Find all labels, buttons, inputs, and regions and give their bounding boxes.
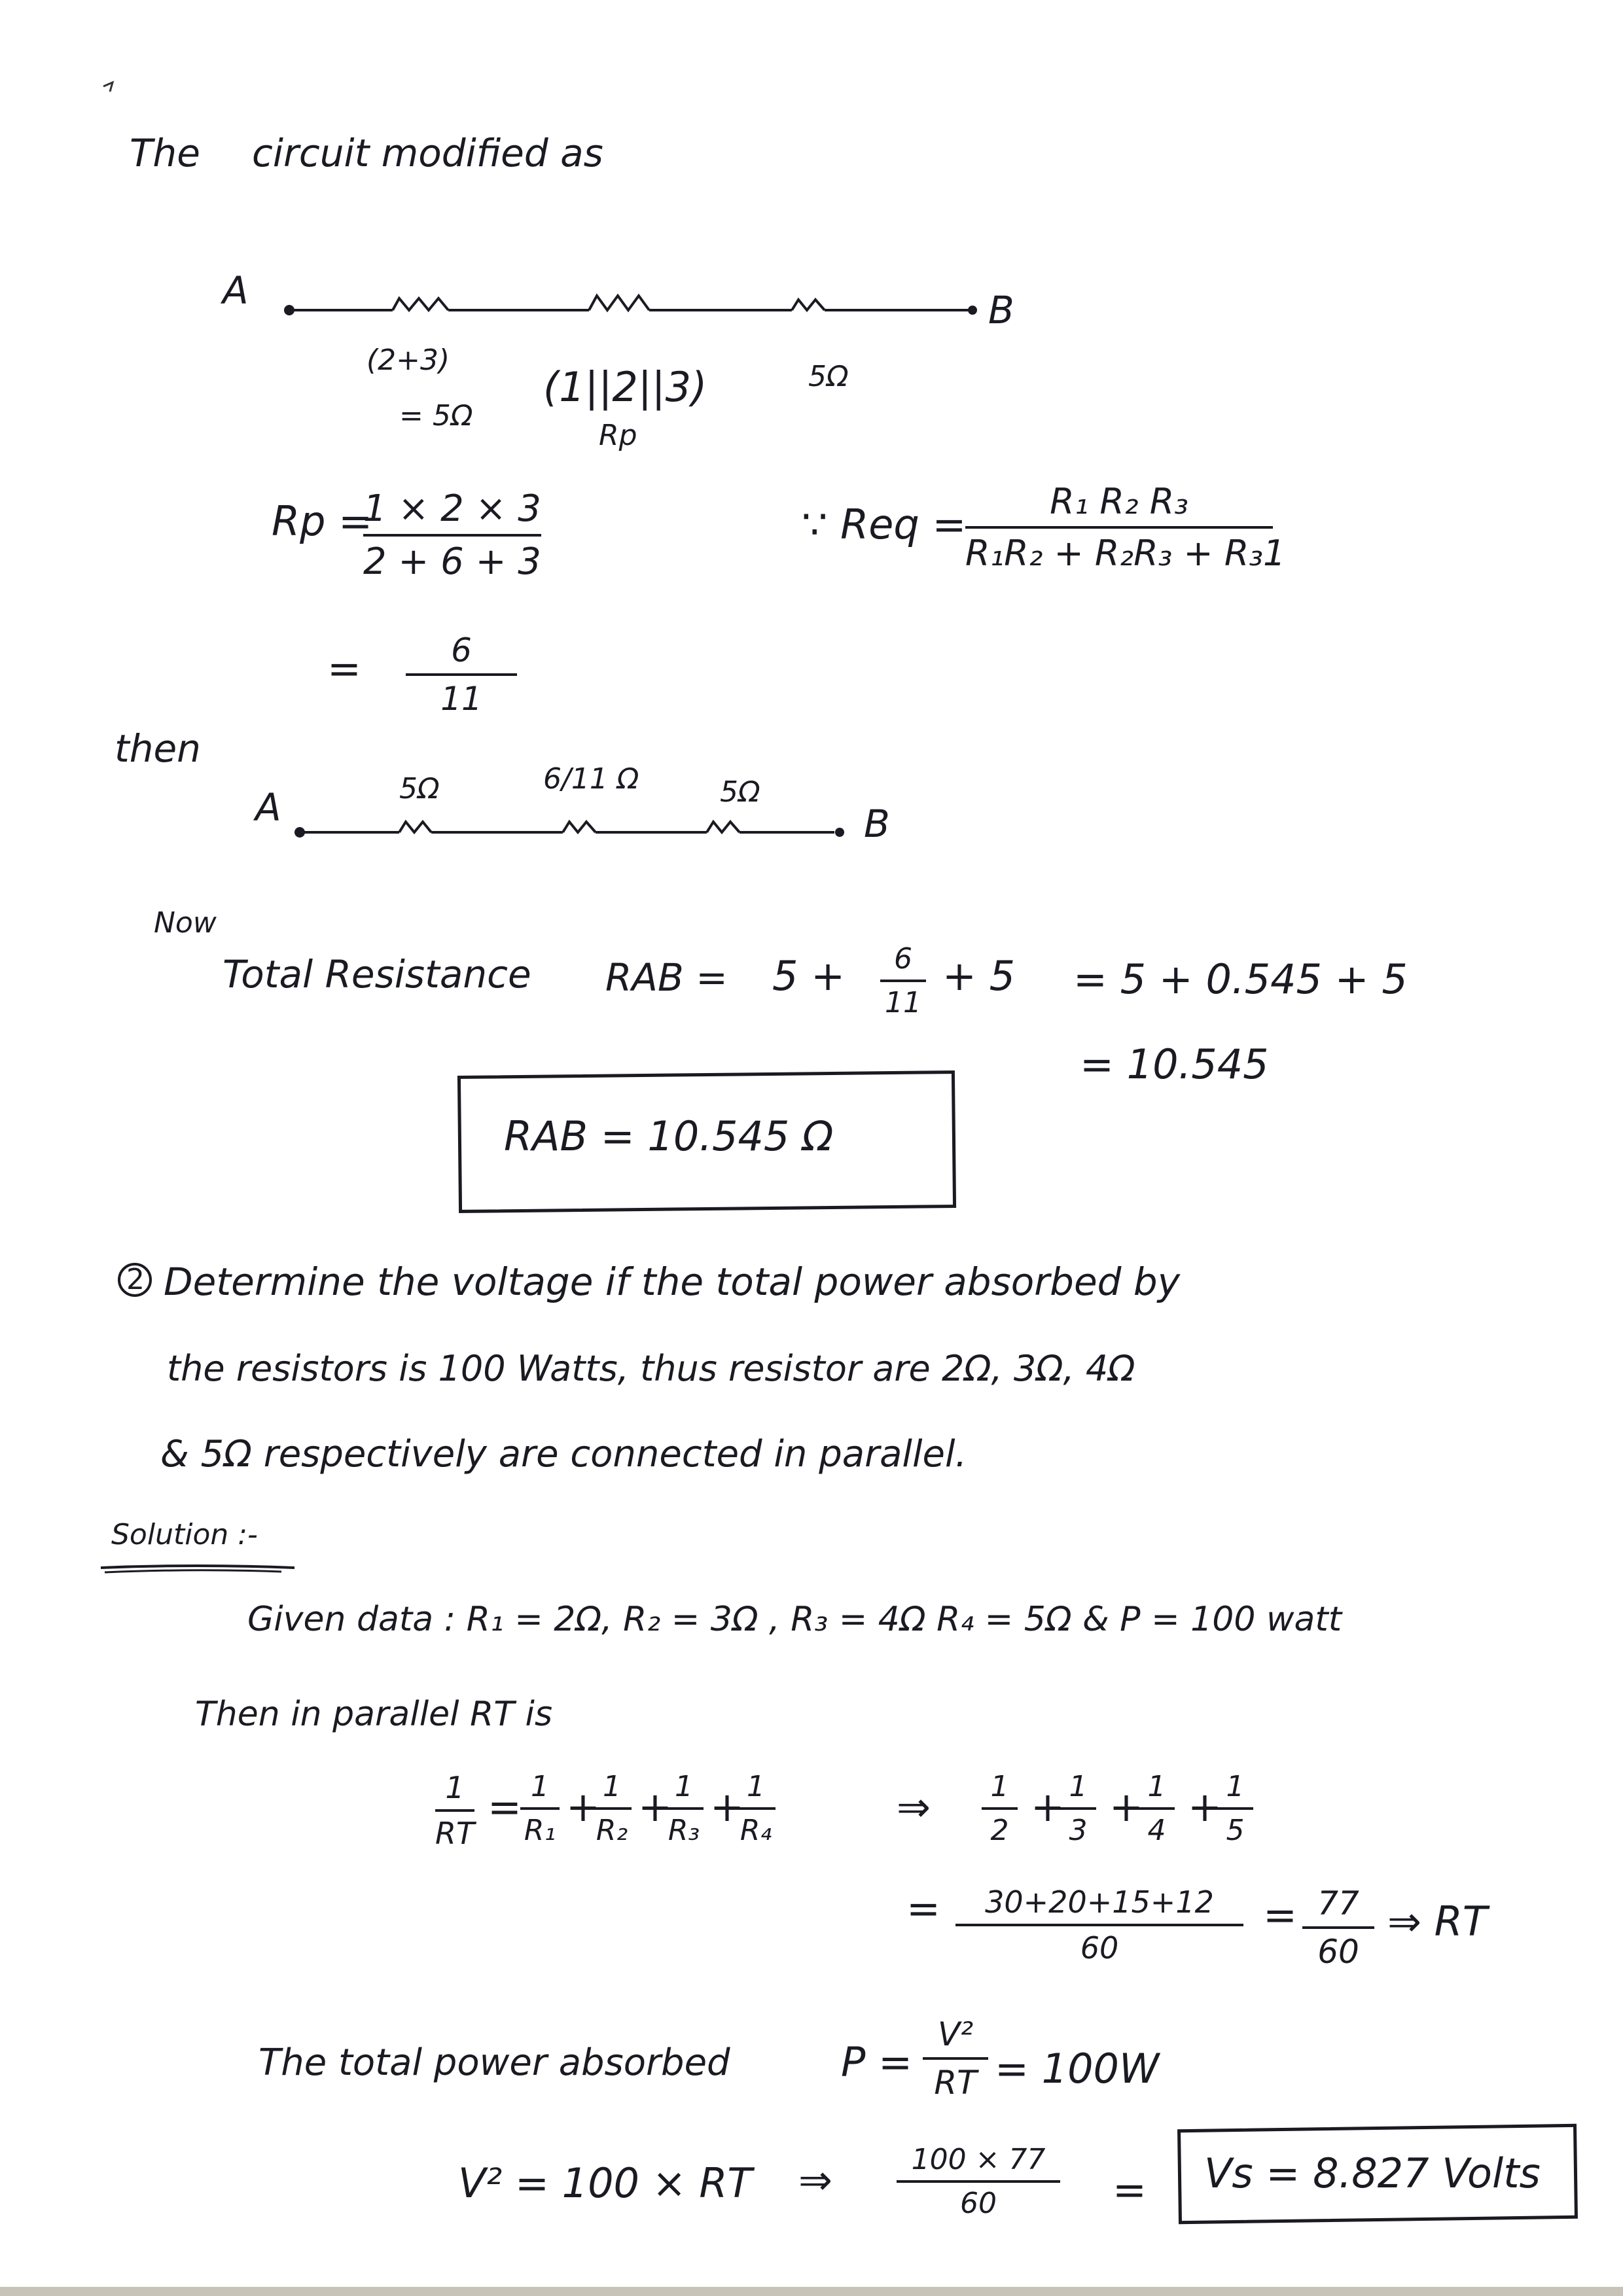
question2-line1: Determine the voltage if the total power absorbed by xyxy=(164,1260,1181,1304)
v2-numerator: 100 × 77 xyxy=(911,2143,1046,2176)
circuit2-resistor-3 xyxy=(707,822,740,832)
total-resistance-label: Total Resistance xyxy=(223,952,531,997)
circuit2-node-a-label: A xyxy=(255,785,281,830)
power-rhs: = 100W xyxy=(995,2045,1160,2093)
rab-rhs2: = 10.545 xyxy=(1080,1040,1269,1088)
num-term-1-bar xyxy=(982,1807,1018,1810)
rab-result: RAB = 10.545 Ω xyxy=(504,1112,834,1160)
rt-lhs-fraction xyxy=(435,1770,474,1851)
rab-frac-bar xyxy=(880,980,926,982)
rab-rhs1: = 5 + 0.545 + 5 xyxy=(1073,955,1408,1003)
circuit2-r3-value: 5Ω xyxy=(720,775,760,809)
rt-term-1-denominator: R₁ xyxy=(524,1814,556,1847)
given-data: Given data : R₁ = 2Ω, R₂ = 3Ω , R₃ = 4Ω R₄ = 5Ω & P = 100 watt xyxy=(247,1600,1342,1639)
rab-part2: + 5 xyxy=(942,952,1016,1000)
rab-frac-denominator: 11 xyxy=(885,986,921,1019)
num-term-3-bar xyxy=(1139,1807,1175,1810)
num-term-1-denominator: 2 xyxy=(990,1814,1009,1847)
circuit1-r1-label: (2+3) xyxy=(366,344,450,377)
rt-term-4-numerator: 1 xyxy=(747,1770,765,1803)
rt-term-1 xyxy=(520,1770,560,1847)
rp-fraction-bar xyxy=(363,534,541,537)
rt-term-2-bar xyxy=(592,1807,632,1810)
num-term-1-numerator: 1 xyxy=(990,1770,1009,1803)
num-term-2 xyxy=(1060,1770,1096,1847)
rt-term-4-bar xyxy=(736,1807,776,1810)
rt-term-1-numerator: 1 xyxy=(531,1770,549,1803)
circuit2-r1-value: 5Ω xyxy=(399,772,440,805)
power-denominator: RT xyxy=(934,2064,977,2102)
rt-plus-1: + xyxy=(566,1783,600,1831)
circuit2-diagram xyxy=(288,811,864,851)
circuit1-r1-value: = 5Ω xyxy=(399,399,473,433)
req-lhs: ∵ Req = xyxy=(802,501,967,548)
rt-lhs-denominator: RT xyxy=(435,1816,475,1851)
num-term-2-numerator: 1 xyxy=(1069,1770,1088,1803)
req-fraction xyxy=(965,481,1286,574)
intro-text: circuit modified as xyxy=(252,131,603,175)
rp-result-denominator: 11 xyxy=(440,680,482,718)
circuit1-node-b xyxy=(968,306,977,315)
intro-the: The xyxy=(130,131,200,175)
circuit2-node-b xyxy=(835,828,844,837)
v2-bar xyxy=(897,2180,1060,2183)
num-plus-2: + xyxy=(1109,1783,1143,1831)
req-denominator: R₁R₂ + R₂R₃ + R₃1 xyxy=(965,533,1286,574)
sum-fraction xyxy=(955,1884,1243,1966)
rt-term-2 xyxy=(592,1770,632,1847)
rp-fraction xyxy=(363,487,541,583)
req-fraction-bar xyxy=(965,526,1273,529)
result-bar xyxy=(1302,1926,1374,1929)
rt-term-3 xyxy=(664,1770,704,1847)
rp-equals: = xyxy=(327,645,361,692)
rt-term-3-bar xyxy=(664,1807,704,1810)
sum-denominator: 60 xyxy=(1080,1930,1119,1966)
rt-lhs-bar xyxy=(435,1809,474,1812)
result-equals-sign: = xyxy=(1263,1891,1297,1939)
rt-lhs-numerator: 1 xyxy=(445,1770,465,1805)
rp-denominator: 2 + 6 + 3 xyxy=(363,540,541,583)
circuit2-resistor-1 xyxy=(399,822,431,832)
parallel-label: Then in parallel RT is xyxy=(195,1695,553,1734)
question2-line3: & 5Ω respectively are connected in parallel. xyxy=(160,1433,967,1475)
circuit2-resistor-2 xyxy=(563,822,596,832)
v2-equals: = xyxy=(1113,2166,1147,2214)
rab-part1: 5 + xyxy=(772,952,846,1000)
result-fraction xyxy=(1302,1884,1374,1971)
num-plus-3: + xyxy=(1188,1783,1222,1831)
v2-fraction xyxy=(897,2143,1060,2220)
circuit2-r2-value: 6/11 Ω xyxy=(543,762,639,796)
num-term-1 xyxy=(982,1770,1018,1847)
circuit1-resistor-3 xyxy=(792,300,825,310)
circuit1-node-a-label: A xyxy=(223,268,249,313)
power-bar xyxy=(923,2057,988,2060)
rab-lhs: RAB = xyxy=(605,955,728,1000)
circuit1-node-b-label: B xyxy=(988,288,1014,332)
solution-underline xyxy=(98,1563,308,1576)
rt-arrow: ⇒ xyxy=(897,1783,931,1831)
rt-term-3-numerator: 1 xyxy=(675,1770,693,1803)
power-numerator: V² xyxy=(937,2015,974,2053)
rp-result-numerator: 6 xyxy=(451,631,472,669)
circuit1-r2-label: (1||2||3) xyxy=(543,363,707,411)
num-term-4 xyxy=(1217,1770,1253,1847)
sum-numerator: 30+20+15+12 xyxy=(985,1884,1214,1920)
result-denominator: 60 xyxy=(1317,1933,1359,1971)
power-fraction xyxy=(923,2015,988,2102)
rt-plus-2: + xyxy=(638,1783,672,1831)
then-label: then xyxy=(115,726,201,771)
circuit2-node-b-label: B xyxy=(864,802,890,846)
num-term-2-denominator: 3 xyxy=(1069,1814,1088,1847)
rp-lhs: Rp = xyxy=(272,497,373,545)
num-term-3-denominator: 4 xyxy=(1147,1814,1166,1847)
v2-arrow: ⇒ xyxy=(798,2156,832,2204)
power-lhs: P = xyxy=(841,2038,913,2086)
v2-denominator: 60 xyxy=(960,2187,997,2220)
v2-lhs: V² = 100 × RT xyxy=(458,2159,753,2207)
num-term-3-numerator: 1 xyxy=(1147,1770,1166,1803)
sum-bar xyxy=(955,1924,1243,1926)
rt-term-4 xyxy=(736,1770,776,1847)
sum-equals-sign: = xyxy=(906,1884,940,1932)
question2-line2: the resistors is 100 Watts, thus resistor are 2Ω, 3Ω, 4Ω xyxy=(167,1348,1135,1389)
rp-result-bar xyxy=(406,673,517,676)
req-numerator: R₁ R₂ R₃ xyxy=(1050,481,1188,522)
result-numerator: 77 xyxy=(1317,1884,1359,1922)
circuit1-resistor-2 xyxy=(589,296,649,310)
rp-result-fraction xyxy=(406,631,517,718)
corner-mark xyxy=(98,77,124,103)
rab-fraction xyxy=(880,942,926,1019)
rab-frac-numerator: 6 xyxy=(894,942,912,976)
circuit1-r3-value: 5Ω xyxy=(808,360,849,393)
num-term-3 xyxy=(1139,1770,1175,1847)
circuit1-resistor-1 xyxy=(393,298,448,310)
rt-equals-sign: = xyxy=(488,1783,522,1831)
final-answer: Vs = 8.827 Volts xyxy=(1204,2149,1541,2197)
question2-number: 2 xyxy=(126,1263,145,1296)
num-plus-1: + xyxy=(1031,1783,1065,1831)
rt-plus-3: + xyxy=(710,1783,744,1831)
rt-term-2-numerator: 1 xyxy=(603,1770,621,1803)
circuit1-diagram xyxy=(275,288,995,340)
rt-term-4-denominator: R₄ xyxy=(740,1814,772,1847)
num-term-4-denominator: 5 xyxy=(1226,1814,1245,1847)
result-tail: ⇒ RT xyxy=(1387,1898,1488,1945)
solution-heading: Solution :- xyxy=(111,1518,258,1551)
rp-numerator: 1 × 2 × 3 xyxy=(363,487,541,530)
now-label: Now xyxy=(154,906,217,940)
page-bottom-edge xyxy=(0,2287,1623,2296)
num-term-4-numerator: 1 xyxy=(1226,1770,1245,1803)
rt-term-3-denominator: R₃ xyxy=(668,1814,700,1847)
circuit1-r2-name: Rp xyxy=(599,419,637,452)
num-term-4-bar xyxy=(1217,1807,1253,1810)
rt-term-1-bar xyxy=(520,1807,560,1810)
power-label: The total power absorbed xyxy=(259,2041,730,2084)
num-term-2-bar xyxy=(1060,1807,1096,1810)
rt-term-2-denominator: R₂ xyxy=(596,1814,628,1847)
